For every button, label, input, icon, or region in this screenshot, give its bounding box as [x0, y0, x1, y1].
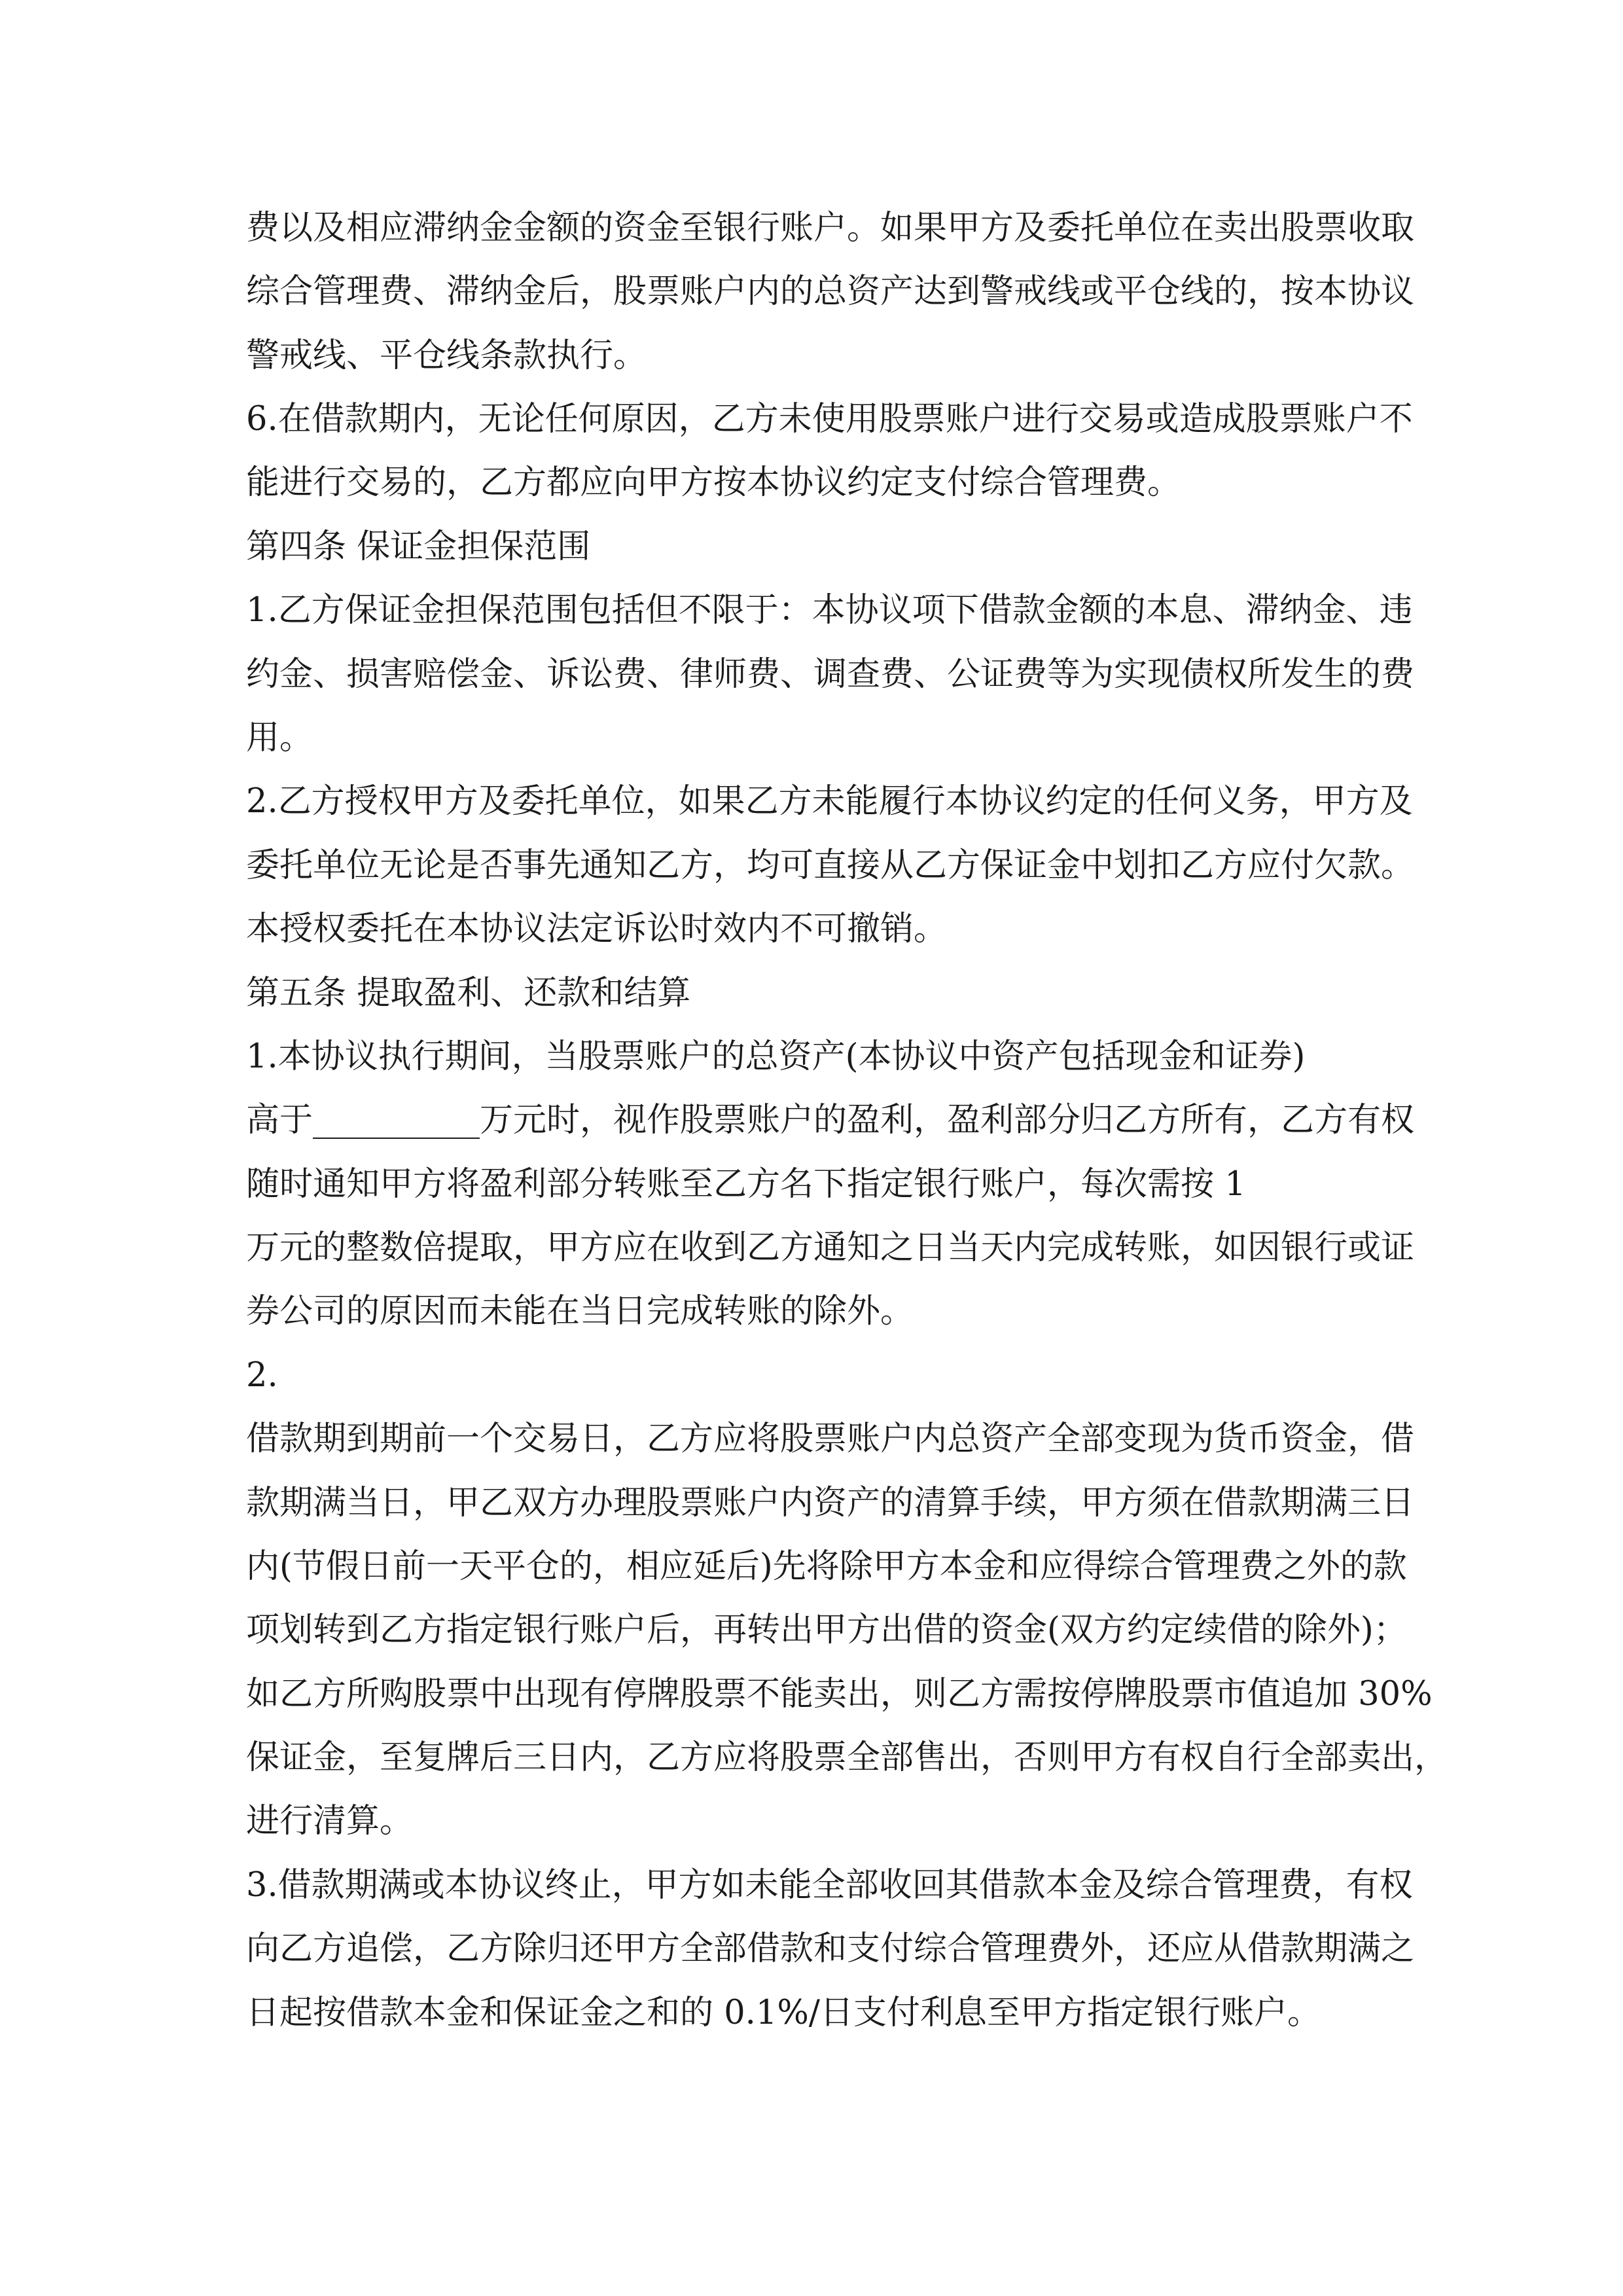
text-line: 借款期到期前一个交易日，乙方应将股票账户内总资产全部变现为货币资金，借 — [246, 1420, 1415, 1458]
text-line: 万元的整数倍提取，甲方应在收到乙方通知之日当天内完成转账，如因银行或证 — [246, 1229, 1415, 1267]
section-heading: 第五条 提取盈利、还款和结算 — [246, 974, 691, 1013]
text-line: 委托单位无论是否事先通知乙方，均可直接从乙方保证金中划扣乙方应付欠款。 — [246, 846, 1415, 885]
text-line: 进行清算。 — [246, 1802, 414, 1840]
text-line: 2. — [246, 1356, 278, 1395]
text-line: 如乙方所购股票中出现有停牌股票不能卖出，则乙方需按停牌股票市值追加 30% — [246, 1675, 1433, 1713]
text-line: 券公司的原因而未能在当日完成转账的除外。 — [246, 1292, 914, 1331]
text-line: 费以及相应滞纳金金额的资金至银行账户。如果甲方及委托单位在卖出股票收取 — [246, 209, 1415, 247]
text-line: 用。 — [246, 719, 313, 757]
text-line: 内(节假日前一天平仓的，相应延后)先将除甲方本金和应得综合管理费之外的款 — [246, 1547, 1407, 1586]
text-line: 综合管理费、滞纳金后，股票账户内的总资产达到警戒线或平仓线的，按本协议 — [246, 272, 1415, 311]
text-line: 保证金，至复牌后三日内，乙方应将股票全部售出，否则甲方有权自行全部卖出， — [246, 1738, 1448, 1777]
section-heading: 第四条 保证金担保范围 — [246, 528, 591, 566]
text-line: 2.乙方授权甲方及委托单位，如果乙方未能履行本协议约定的任何义务，甲方及 — [246, 782, 1413, 821]
text-line: 随时通知甲方将盈利部分转账至乙方名下指定银行账户，每次需按 1 — [246, 1165, 1246, 1204]
text-line: 1.本协议执行期间，当股票账户的总资产(本协议中资产包括现金和证券) — [246, 1037, 1306, 1076]
text-line: 警戒线、平仓线条款执行。 — [246, 336, 647, 375]
text-line: 高于__________万元时，视作股票账户的盈利，盈利部分归乙方所有，乙方有权 — [246, 1101, 1415, 1139]
text-line: 约金、损害赔偿金、诉讼费、律师费、调查费、公证费等为实现债权所发生的费 — [246, 655, 1415, 694]
text-line: 6.在借款期内，无论任何原因，乙方未使用股票账户进行交易或造成股票账户不 — [246, 400, 1413, 439]
text-line: 项划转到乙方指定银行账户后，再转出甲方出借的资金(双方约定续借的除外)； — [246, 1611, 1407, 1649]
text-line: 款期满当日，甲乙双方办理股票账户内资产的清算手续，甲方须在借款期满三日 — [246, 1484, 1415, 1522]
text-line: 能进行交易的，乙方都应向甲方按本协议约定支付综合管理费。 — [246, 463, 1181, 502]
text-line: 本授权委托在本协议法定诉讼时效内不可撤销。 — [246, 910, 948, 948]
text-line: 日起按借款本金和保证金之和的 0.1%/日支付利息至甲方指定银行账户。 — [246, 1994, 1321, 2032]
text-line: 3.借款期满或本协议终止，甲方如未能全部收回其借款本金及综合管理费，有权 — [246, 1866, 1413, 1905]
text-line: 向乙方追偿，乙方除归还甲方全部借款和支付综合管理费外，还应从借款期满之 — [246, 1929, 1415, 1968]
text-line: 1.乙方保证金担保范围包括但不限于：本协议项下借款金额的本息、滞纳金、违 — [246, 591, 1413, 630]
